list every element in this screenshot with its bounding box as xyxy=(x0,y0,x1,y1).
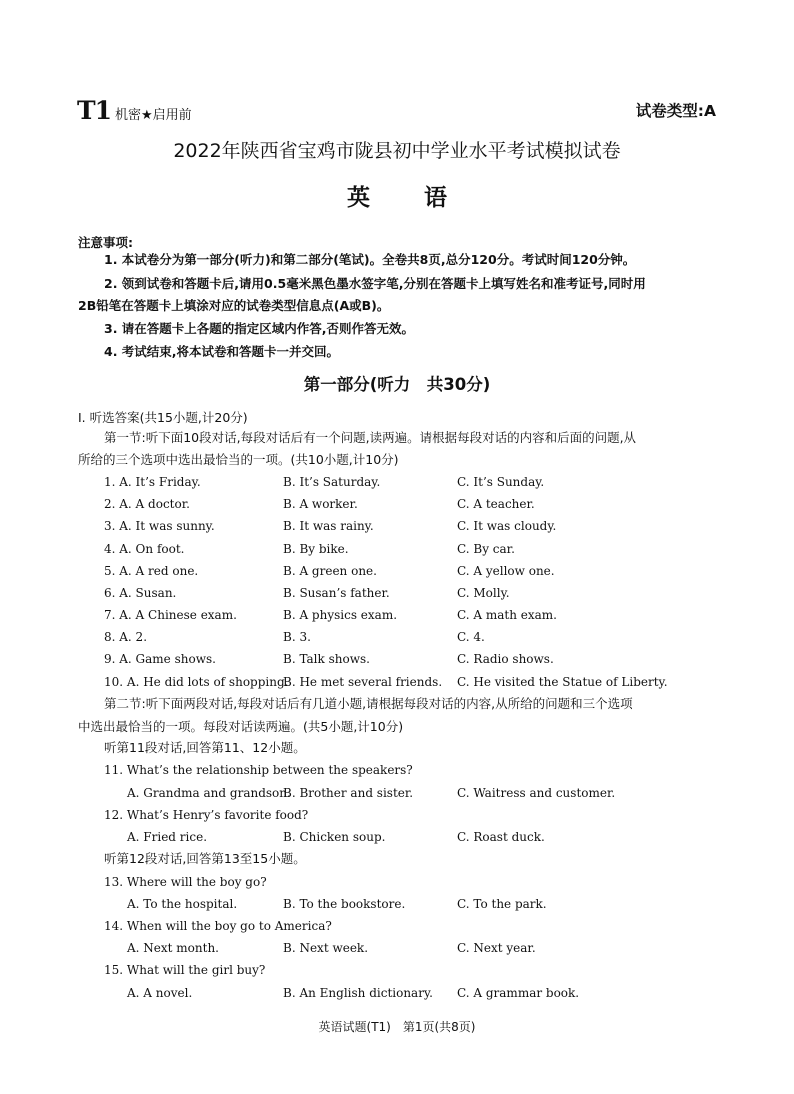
option-c: C. He visited the Statue of Liberty. xyxy=(457,675,668,689)
notice-item-1: 1. 本试卷分为第一部分(听力)和第二部分(笔试)。全卷共8页,总分120分。考试时间120分钟。 xyxy=(104,252,636,267)
part1-title: 第一部分(听力 共30分) xyxy=(303,375,491,394)
option-b: B. It was rainy. xyxy=(283,519,374,533)
option-b: B. A worker. xyxy=(283,497,358,511)
option-a: 8. A. 2. xyxy=(104,630,148,644)
option-b: B. Talk shows. xyxy=(283,652,370,666)
option-c: C. Next year. xyxy=(457,941,536,955)
sec1-instruction-line-1: 第一节:听下面10段对话,每段对话后有一个问题,读两遍。请根据每段对话的内容和后面的问题,从 xyxy=(104,430,637,445)
question-row xyxy=(0,540,794,558)
option-c: C. Roast duck. xyxy=(457,830,545,844)
question-11-stem: 11. What’s the relationship between the speakers? xyxy=(104,763,413,777)
option-a: 7. A. A Chinese exam. xyxy=(104,608,237,622)
notice-item-2-line-2: 2B铅笔在答题卡上填涂对应的试卷类型信息点(A或B)。 xyxy=(78,298,390,313)
option-a: A. Grandma and grandson. xyxy=(127,786,291,800)
option-b: B. A physics exam. xyxy=(283,608,398,622)
option-b: B. Next week. xyxy=(283,941,369,955)
question-15-options xyxy=(0,984,794,1002)
option-c: C. Radio shows. xyxy=(457,652,554,666)
option-b: B. 3. xyxy=(283,630,311,644)
exam-title: 2022年陕西省宝鸡市陇县初中学业水平考试模拟试卷 xyxy=(173,140,621,162)
option-c: C. A grammar book. xyxy=(457,986,580,1000)
option-b: B. An English dictionary. xyxy=(283,986,433,1000)
header-left xyxy=(77,98,192,123)
question-14-options xyxy=(0,939,794,957)
page-header xyxy=(77,93,716,123)
option-a: A. To the hospital. xyxy=(127,897,238,911)
paper-code: T1 xyxy=(77,96,111,125)
secret-label: 机密★启用前 xyxy=(115,108,192,123)
question-12-stem: 12. What’s Henry’s favorite food? xyxy=(104,808,309,822)
notice-item-3: 3. 请在答题卡上各题的指定区域内作答,否则作答无效。 xyxy=(104,321,415,336)
subject-char-2: 语 xyxy=(424,185,447,211)
option-a: 4. A. On foot. xyxy=(104,542,185,556)
option-b: B. To the bookstore. xyxy=(283,897,406,911)
option-c: C. 4. xyxy=(457,630,485,644)
option-a: 3. A. It was sunny. xyxy=(104,519,215,533)
paper-type: 试卷类型:A xyxy=(635,102,716,120)
question-row xyxy=(0,473,794,491)
question-row xyxy=(0,495,794,513)
option-c: C. To the park. xyxy=(457,897,547,911)
option-b: B. By bike. xyxy=(283,542,349,556)
option-b: B. Brother and sister. xyxy=(283,786,414,800)
question-row xyxy=(0,673,794,691)
notice-item-2-line-1: 2. 领到试卷和答题卡后,请用0.5毫米黑色墨水签字笔,分别在答题卡上填写姓名和准考证号,同时用 xyxy=(104,276,646,291)
question-12-options xyxy=(0,828,794,846)
option-c: C. By car. xyxy=(457,542,515,556)
question-row xyxy=(0,517,794,535)
sec1-instruction-line-2: 所给的三个选项中选出最恰当的一项。(共10小题,计10分) xyxy=(78,452,399,467)
subject-char-1: 英 xyxy=(347,185,370,211)
notice-item-4: 4. 考试结束,将本试卷和答题卡一并交回。 xyxy=(104,344,340,359)
option-c: C. Waitress and customer. xyxy=(457,786,616,800)
option-c: C. A math exam. xyxy=(457,608,557,622)
option-c: C. It was cloudy. xyxy=(457,519,557,533)
option-c: C. Molly. xyxy=(457,586,510,600)
option-a: A. Next month. xyxy=(127,941,219,955)
sec2-instruction-line-1: 第二节:听下面两段对话,每段对话后有几道小题,请根据每段对话的内容,从所给的问题和三个选项 xyxy=(104,696,633,711)
option-b: B. Susan’s father. xyxy=(283,586,390,600)
listen-instruction-12: 听第12段对话,回答第13至15小题。 xyxy=(104,851,306,866)
question-row xyxy=(0,650,794,668)
option-a: 5. A. A red one. xyxy=(104,564,199,578)
option-a: A. A novel. xyxy=(127,986,193,1000)
option-a: 9. A. Game shows. xyxy=(104,652,216,666)
option-a: 2. A. A doctor. xyxy=(104,497,190,511)
option-a: A. Fried rice. xyxy=(127,830,208,844)
question-13-stem: 13. Where will the boy go? xyxy=(104,875,267,889)
option-b: B. Chicken soup. xyxy=(283,830,386,844)
option-c: C. It’s Sunday. xyxy=(457,475,545,489)
sec2-instruction-line-2: 中选出最恰当的一项。每段对话读两遍。(共5小题,计10分) xyxy=(78,719,404,734)
question-row xyxy=(0,562,794,580)
question-row xyxy=(0,628,794,646)
subject-title xyxy=(0,179,794,212)
page-footer: 英语试题(T1) 第1页(共8页) xyxy=(318,1020,476,1034)
question-row xyxy=(0,606,794,624)
question-row xyxy=(0,584,794,602)
option-a: 1. A. It’s Friday. xyxy=(104,475,201,489)
option-b: B. It’s Saturday. xyxy=(283,475,381,489)
section-heading: Ⅰ. 听选答案(共15小题,计20分) xyxy=(78,410,248,425)
option-b: B. A green one. xyxy=(283,564,377,578)
option-c: C. A teacher. xyxy=(457,497,535,511)
notice-heading: 注意事项: xyxy=(78,235,133,250)
question-15-stem: 15. What will the girl buy? xyxy=(104,963,266,977)
question-14-stem: 14. When will the boy go to America? xyxy=(104,919,332,933)
question-13-options xyxy=(0,895,794,913)
option-a: 6. A. Susan. xyxy=(104,586,177,600)
option-c: C. A yellow one. xyxy=(457,564,555,578)
option-b: B. He met several friends. xyxy=(283,675,443,689)
listen-instruction-11: 听第11段对话,回答第11、12小题。 xyxy=(104,740,306,755)
option-a: 10. A. He did lots of shopping. xyxy=(104,675,289,689)
question-11-options xyxy=(0,784,794,802)
